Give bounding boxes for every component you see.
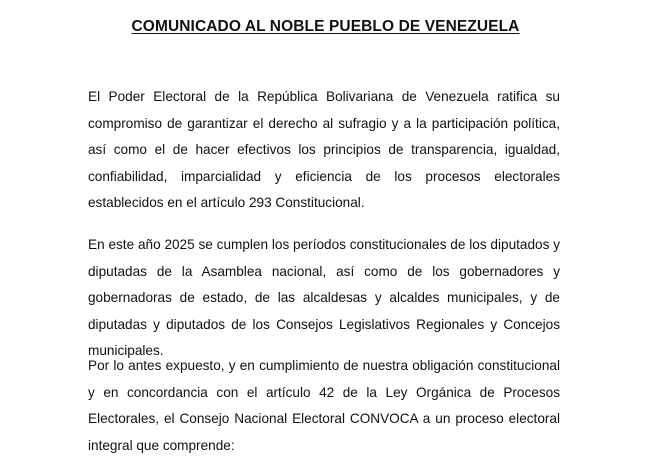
paragraph-2: En este año 2025 se cumplen los períodos constitucionales de los diputados y diputadas de la Asamblea nacional, así como de los gobernadores y gobernadoras de estado, de las alcaldesas y alcaldes municipales, y de diputadas y diputados de los Consejos Legislativos Regionales y Concejos municipales. [88,237,560,359]
document-title: COMUNICADO AL NOBLE PUEBLO DE VENEZUELA [131,18,520,35]
paragraph-1: El Poder Electoral de la República Bolivariana de Venezuela ratifica su compromiso de garantizar el derecho al sufragio y a la participación política, así como el de hacer efectivos los principios de transparencia, igualdad, confiabilidad, imparcialidad y eficiencia de los procesos electorales establecidos en el artículo 293 Constitucional. [88,89,560,211]
paragraph-3: Por lo antes expuesto, y en cumplimiento de nuestra obligación constitucional y en concordancia con el artículo 42 de la Ley Orgánica de Procesos Electorales, el Consejo Nacional Electoral CONVOCA a un proceso electoral integral que comprende: [88,358,560,453]
